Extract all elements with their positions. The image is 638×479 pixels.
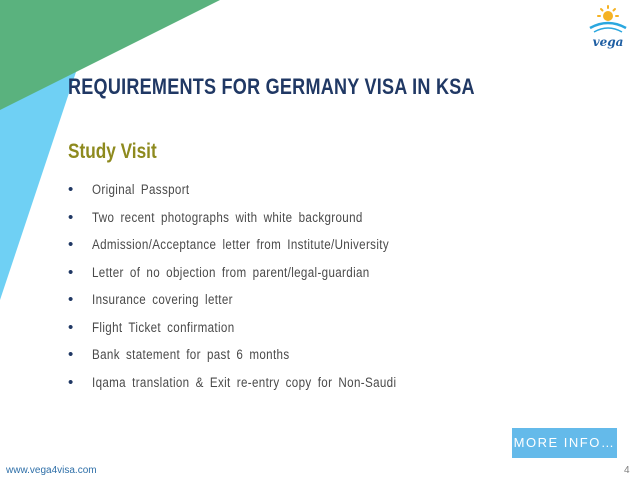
requirement-text: Bank statement for past 6 months bbox=[92, 347, 290, 362]
bullet: • bbox=[68, 263, 74, 281]
requirements-list bbox=[68, 176, 446, 396]
requirement-text: Iqama translation & Exit re-entry copy for Non-Saudi bbox=[92, 374, 397, 390]
requirement-text: Two recent photographs with white background bbox=[92, 209, 363, 225]
bullet: • bbox=[68, 181, 74, 198]
requirement-text: Letter of no objection from parent/legal-guardian bbox=[92, 264, 370, 280]
list-item bbox=[68, 204, 446, 232]
logo-text: vega bbox=[592, 35, 624, 49]
website-link[interactable]: www.vega4visa.com bbox=[6, 465, 97, 476]
list-item bbox=[68, 341, 446, 369]
bullet: • bbox=[68, 291, 74, 308]
bullet: • bbox=[68, 346, 74, 363]
page-number: 4 bbox=[624, 465, 630, 476]
bullet: • bbox=[68, 373, 74, 391]
bullet: • bbox=[68, 318, 74, 336]
list-item bbox=[68, 286, 446, 314]
list-item bbox=[68, 259, 446, 287]
requirement-text: Insurance covering letter bbox=[92, 292, 233, 307]
bullet: • bbox=[68, 236, 74, 253]
list-item bbox=[68, 176, 446, 204]
more-info-button[interactable]: MORE INFO… bbox=[512, 428, 617, 458]
sun-logo-icon bbox=[584, 4, 632, 50]
requirement-text: Original Passport bbox=[92, 182, 190, 197]
requirement-text: Flight Ticket confirmation bbox=[92, 319, 235, 335]
list-item bbox=[68, 369, 446, 397]
bullet: • bbox=[68, 208, 74, 226]
requirement-text: Admission/Acceptance letter from Institute/University bbox=[92, 237, 389, 252]
list-item bbox=[68, 231, 446, 259]
section-subtitle: Study Visit bbox=[68, 140, 157, 163]
list-item bbox=[68, 314, 446, 342]
slide-title: REQUIREMENTS FOR GERMANY VISA IN KSA bbox=[68, 74, 475, 99]
